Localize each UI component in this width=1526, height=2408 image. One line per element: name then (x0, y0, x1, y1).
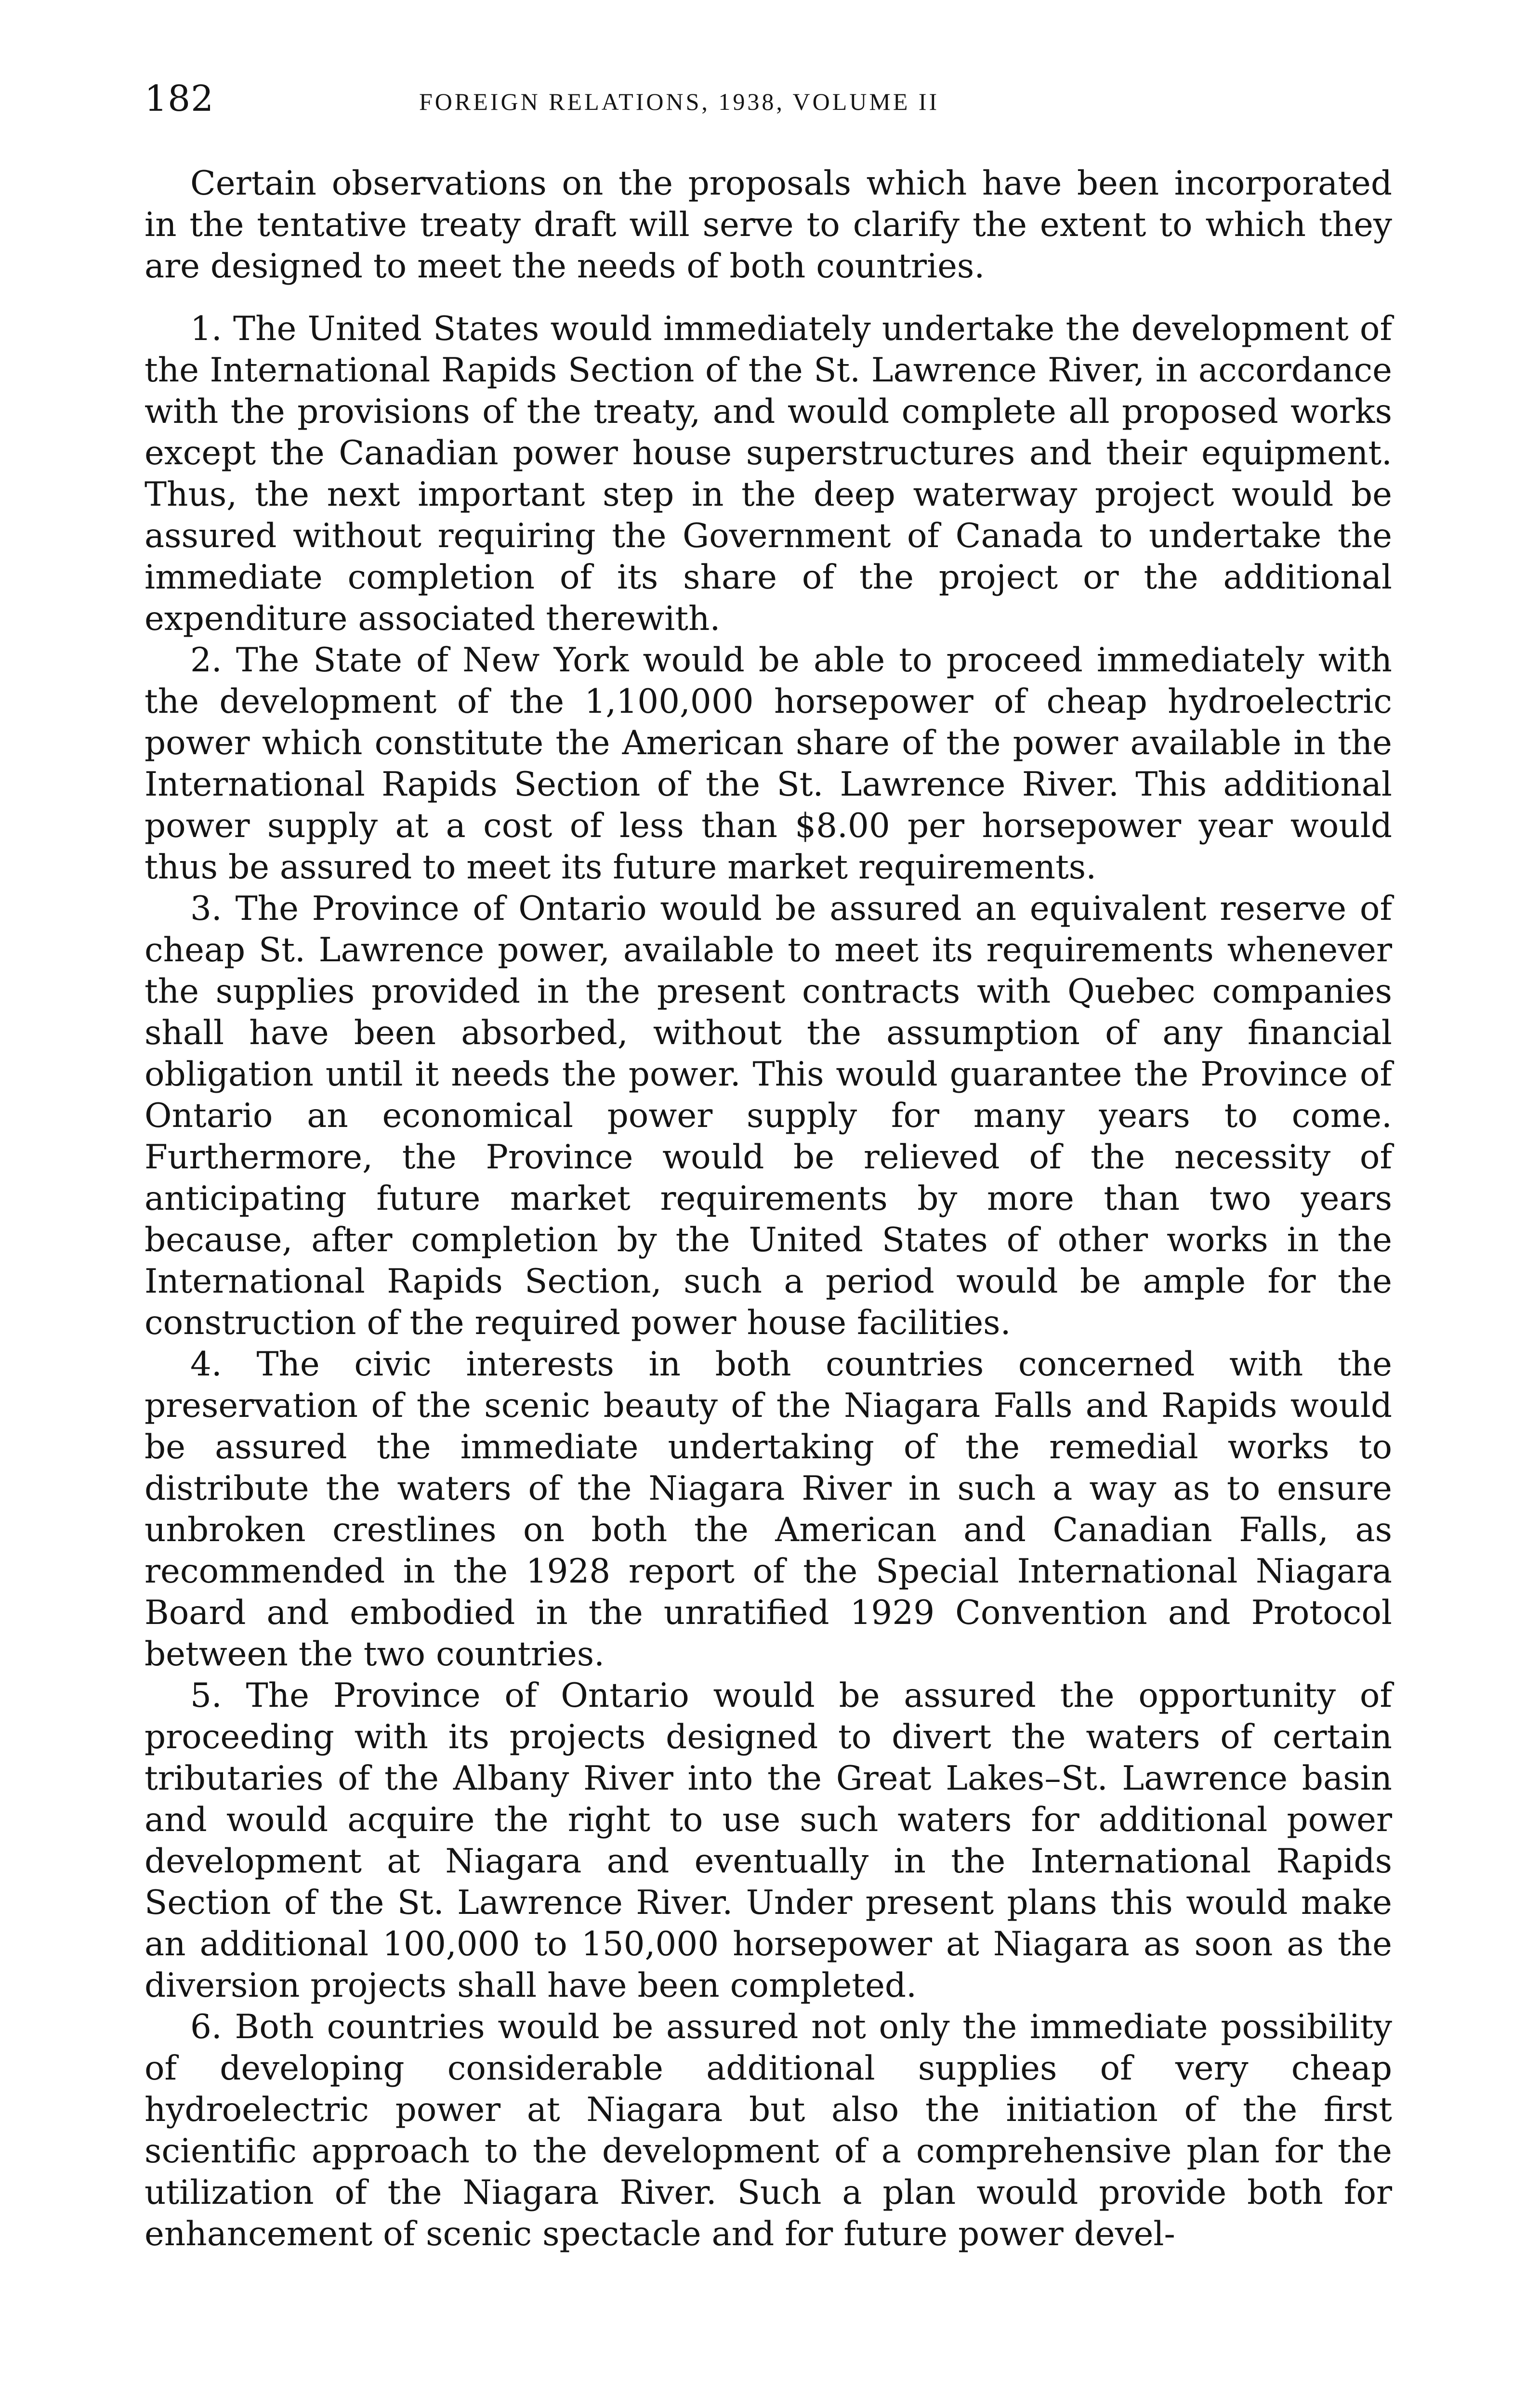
numbered-paragraph-2: 2. The State of New York would be able to proceed immediately with the development of the 1,100,000 horsepower of cheap hydroelectric power which constitute the American share of the power available in the International Rapids Section of the St. Lawrence River. This additional power supply at a cost of less than $8.00 per horsepower year would thus be assured to meet its future market requirements. (145, 641, 1392, 887)
running-header: FOREIGN RELATIONS, 1938, VOLUME II (419, 88, 940, 115)
numbered-paragraph-5: 5. The Province of Ontario would be assured the opportunity of proceeding with its projects designed to divert the waters of certain tributaries of the Albany River into the Great Lakes–St. Lawrence basin and would acquire the right to use such waters for additional power development at Niagara and eventually in the International Rapids Section of the St. Lawrence River. Under present plans this would make an additional 100,000 to 150,000 horsepower at Niagara as soon as the diversion projects shall have been completed. (145, 1676, 1392, 2005)
numbered-paragraph-1: 1. The United States would immediately undertake the development of the International Rapids Section of the St. Lawrence River, in accordance with the provisions of the treaty, and would complete all proposed works except the Canadian power house superstructures and their equipment. Thus, the next important step in the deep waterway project would be assured without requiring the Government of Canada to undertake the immediate completion of its share of the project or the additional expenditure associated therewith. (145, 310, 1392, 638)
numbered-paragraph-4: 4. The civic interests in both countries concerned with the preservation of the scenic beauty of the Niagara Falls and Rapids would be assured the immediate undertaking of the remedial works to distribute the waters of the Niagara River in such a way as to ensure unbroken crestlines on both the American and Canadian Falls, as recommended in the 1928 report of the Special International Niagara Board and embodied in the unratified 1929 Convention and Protocol between the two countries. (145, 1345, 1392, 1674)
page-number: 182 (145, 78, 214, 119)
numbered-paragraph-6: 6. Both countries would be assured not only the immediate possibility of developing considerable additional supplies of very cheap hydroelectric power at Niagara but also the initiation of the first scientific approach to the development of a comprehensive plan for the utilization of the Niagara River. Such a plan would provide both for enhancement of scenic spectacle and for future power devel- (145, 2008, 1392, 2253)
numbered-paragraph-3: 3. The Province of Ontario would be assured an equivalent reserve of cheap St. Lawrence power, available to meet its requirements whenever the supplies provided in the present contracts with Quebec companies shall have been absorbed, without the assumption of any financial obligation until it needs the power. This would guarantee the Province of Ontario an economical power supply for many years to come. Furthermore, the Province would be relieved of the necessity of anticipating future market requirements by more than two years because, after completion by the United States of other works in the International Rapids Section, such a period would be ample for the construction of the required power house facilities. (145, 890, 1392, 1342)
body-text (145, 163, 1392, 2255)
intro-paragraph: Certain observations on the proposals which have been incorporated in the tentative treaty draft will serve to clarify the extent to which they are designed to meet the needs of both countries. (145, 164, 1392, 286)
